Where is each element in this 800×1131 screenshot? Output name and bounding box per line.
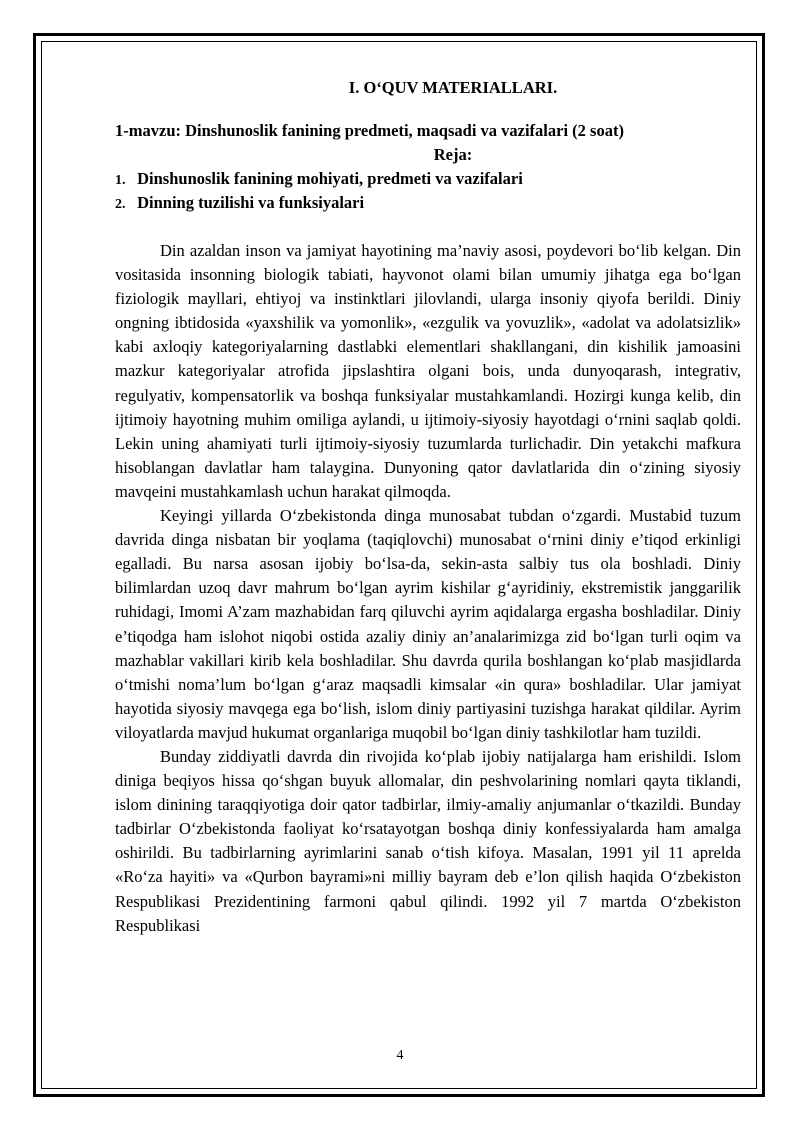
page-number: 4 — [396, 1048, 404, 1063]
plan-item-2 — [115, 193, 364, 213]
plan-item-1 — [115, 169, 523, 189]
plan-title: Reja: — [433, 145, 473, 164]
topic-title: 1-mavzu: Dinshunoslik fanining predmeti, maqsadi va vazifalari (2 soat) — [115, 121, 624, 140]
plan-item-text: Dinshunoslik fanining mohiyati, predmeti va vazifalari — [137, 169, 523, 188]
plan-item-text: Dinning tuzilishi va funksiyalari — [137, 193, 365, 212]
section-heading: I. O‘QUV MATERIALLARI. — [348, 78, 558, 97]
plan-item-number: 1. — [115, 173, 126, 188]
paragraph: Keyingi yillarda O‘zbekistonda dinga munosabat tubdan o‘zgardi. Mustabid tuzum davrida dinga nisbatan bir yoqlama (taqiqlovchi) munosabat o‘rnini diniy e’tiqod erkinligi egalladi. Bu narsa asosan ijobiy bo‘lsa-da, sekin-asta salbiy tus ola boshladi. Diniy bilimlardan uzoq davr mahrum bo‘lgan ayrim kishilar g‘ayridiniy, ekstremistik janggarilik ruhidagi, Imomi A’zam mazhabidan farq qiluvchi ayrim aqidalarga ergasha boshladilar. Diniy e’tiqodga ham islohot niqobi ostida azaliy diniy an’analarimizga zid bo‘lgan turli oqim va mazhablar vakillari kirib kela boshladilar. Shu davrda qurila boshlangan ko‘plab masjidlarda o‘tmishi noma’lum bo‘lgan g‘araz maqsadli kimsalar «in qura» boshladilar. Ular jamiyat hayotida siyosiy mavqega ega bo‘lish, islom diniy partiyasini tuzishga harakat qildilar. Ayrim viloyatlarda mavjud hukumat organlariga muqobil bo‘lgan diniy tashkilotlar ham tuzildi. — [115, 506, 741, 742]
plan-item-number: 2. — [115, 197, 126, 212]
paragraph: Din azaldan inson va jamiyat hayotining ma’naviy asosi, poydevori bo‘lib kelgan. Din vositasida insonning biologik tabiati, hayvonot olami bilan umumiy jihatga ega bo‘lgan fiziologik mayllari, ehtiyoj va instinktlari jilovlandi, ularga insoniy qiyofa berildi. Diniy ongning ibtidosida «yaxshilik va yomonlik», «ezgulik va yovuzlik», «adolat va adolatsizlik» kabi axloqiy kategoriyalarning dastlabki elementlari shakllangani, din kishilik jamoasini mazkur kategoriyalar atrofida jipslashtira olgani bois, unda dunyoqarash, integrativ, regulyativ, kompensatorlik va boshqa funksiyalar mustahkamlandi. Hozirgi kunga kelib, din ijtimoiy hayotning muhim omiliga aylandi, u ijtimoiy-siyosiy hayotdagi o‘rnini saqlab qoldi. Lekin uning ahamiyati turli ijtimoiy-siyosiy tuzumlarda turlichadir. Din yetakchi mafkura hisoblangan davlatlar ham talaygina. Dunyoning qator davlatlarida din o‘zining siyosiy mavqeini mustahkamlash uchun harakat qilmoqda. — [115, 241, 741, 501]
paragraph: Bunday ziddiyatli davrda din rivojida ko‘plab ijobiy natijalarga ham erishildi. Islom diniga beqiyos hissa qo‘shgan buyuk allomalar, din peshvolarining nomlari qayta tiklandi, islom dinining taraqqiyotiga doir qator tadbirlar, ilmiy-amaliy anjumanlar o‘tkazildi. Bunday tadbirlar O‘zbekistonda faoliyat ko‘rsatayotgan boshqa diniy konfessiyalarda ham amalga oshirildi. Bu tadbirlarning ayrimlarini sanab o‘tish kifoya. Masalan, 1991 yil 11 aprelda «Ro‘za hayiti» va «Qurbon bayrami»ni milliy bayram deb e’lon qilish haqida O‘zbekiston Respublikasi Prezidentining farmoni qabul qilindi. 1992 yil 7 martda O‘zbekiston Respublikasi — [115, 746, 741, 935]
body-text — [115, 239, 741, 938]
